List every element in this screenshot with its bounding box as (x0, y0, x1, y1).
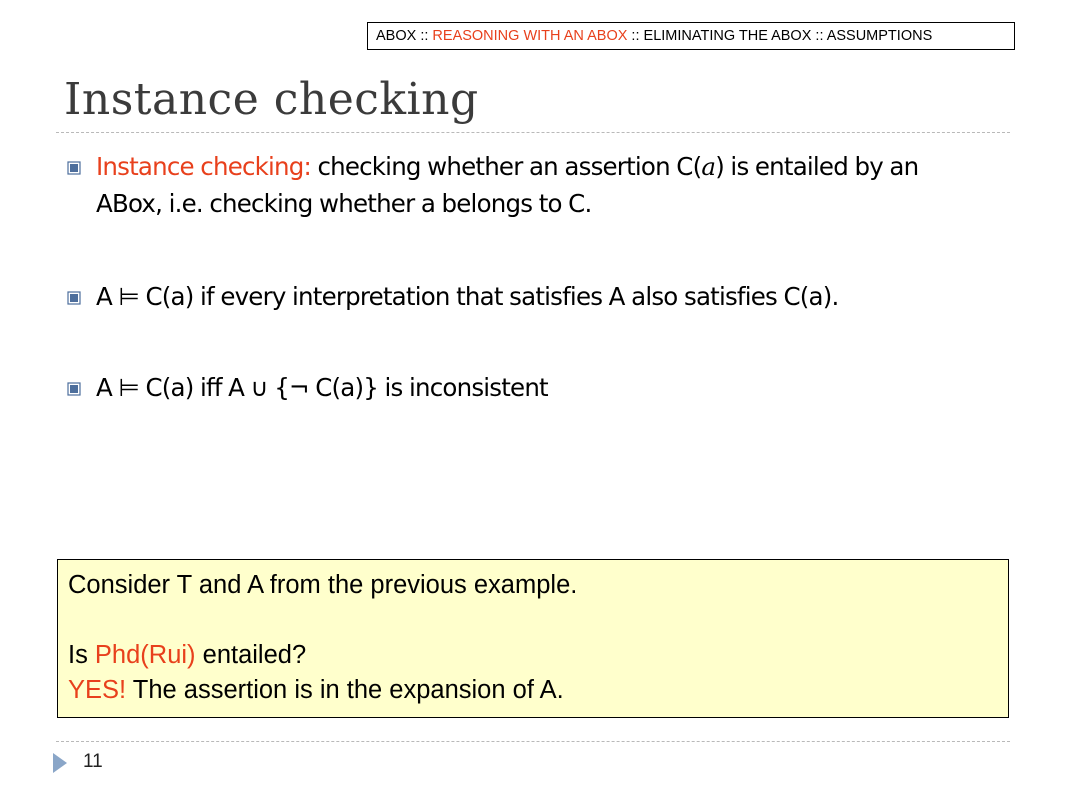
bullet-1-italic: a (701, 152, 716, 181)
slide-title: Instance checking (64, 74, 479, 125)
page-number: 11 (83, 751, 103, 772)
answer-rest: The assertion is in the expansion of A. (126, 676, 564, 704)
answer-word: YES! (68, 676, 127, 704)
bullet-entailment-definition: A ⊨ C(a) if every interpretation that satisfies A also satisfies C(a). (96, 282, 839, 311)
title-divider (56, 132, 1010, 133)
breadcrumb (367, 22, 1015, 50)
square-bullet-icon (67, 382, 81, 396)
callout-spacer (68, 603, 1008, 638)
callout-question (68, 638, 1008, 673)
bullet-1-line-2: ABox, i.e. checking whether a belongs to C. (96, 189, 592, 218)
term-instance-checking: Instance checking: (96, 152, 311, 181)
square-bullet-icon (67, 291, 81, 305)
example-callout (57, 559, 1009, 718)
question-suffix: entailed? (195, 641, 307, 669)
square-bullet-icon (67, 161, 81, 175)
question-prefix: Is (68, 641, 95, 669)
bullet-1-text: checking whether an assertion C( (310, 152, 702, 181)
callout-answer (68, 673, 1008, 708)
breadcrumb-rest: :: ELIMINATING THE ABOX :: ASSUMPTIONS (627, 28, 933, 44)
breadcrumb-root: ABOX :: (376, 28, 433, 44)
bullet-1-end: ) is entailed by an (715, 152, 919, 181)
triangle-arrow-icon (52, 752, 68, 774)
breadcrumb-current: REASONING WITH AN ABOX (432, 28, 628, 44)
bullet-instance-checking (96, 148, 1001, 222)
bullet-inconsistency: A ⊨ C(a) iff A ∪ {¬ C(a)} is inconsistent (96, 373, 548, 402)
footer-divider (56, 741, 1010, 742)
callout-line-1: Consider T and A from the previous example. (68, 571, 578, 599)
question-term: Phd(Rui) (94, 641, 196, 669)
